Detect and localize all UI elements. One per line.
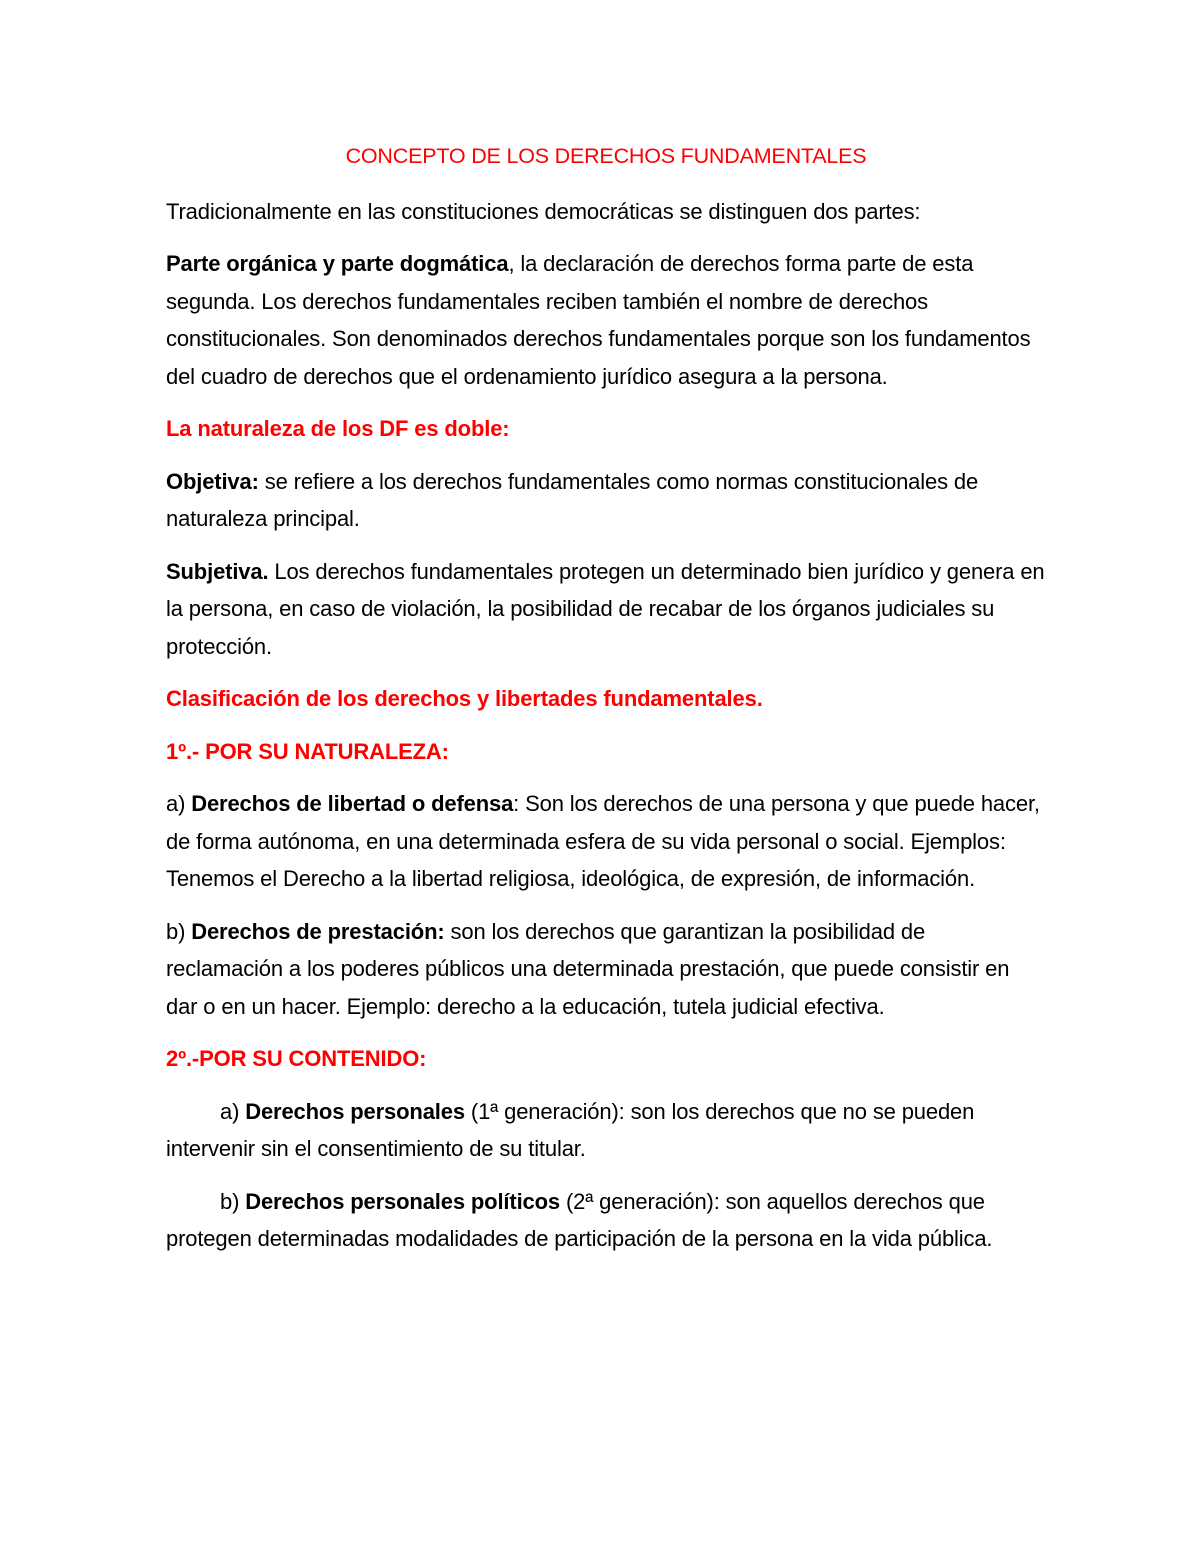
objective-text: se refiere a los derechos fundamentales como normas constitucionales de naturaleza principal. [166, 468, 979, 531]
content-item-b-bold-term: Derechos personales políticos [245, 1188, 560, 1214]
subjective-bold-term: Subjetiva. [166, 558, 269, 584]
nature-item-b-text: son los derechos que garantizan la posibilidad de reclamación a los poderes públicos una determinada prestación, que puede consistir en dar o en un hacer. Ejemplo: derecho a la educación, tutela judicial efectiva. [166, 918, 1010, 1019]
content-item-a-text: (1ª generación): son los derechos que no se pueden intervenir sin el consentimiento de su titular. [166, 1098, 975, 1161]
nature-item-b [166, 913, 1046, 1026]
objective-bold-term: Objetiva: [166, 468, 259, 494]
parts-text: , la declaración de derechos forma parte de esta segunda. Los derechos fundamentales reciben también el nombre de derechos constitucionales. Son denominados derechos fundamentales porque son los fundamentos del cuadro de derechos que el ordenamiento jurídico asegura a la persona. [166, 251, 1031, 389]
objective-paragraph [166, 463, 1046, 538]
parts-bold-term: Parte orgánica y parte dogmática [166, 251, 509, 276]
classification-heading: Clasificación de los derechos y libertades fundamentales. [166, 686, 763, 711]
parts-paragraph [166, 245, 1046, 395]
by-content-heading: 2º.-POR SU CONTENIDO: [166, 1046, 427, 1071]
nature-heading: La naturaleza de los DF es doble: [166, 416, 510, 441]
nature-item-a [166, 785, 1046, 898]
content-item-a-bold-term: Derechos personales [245, 1098, 465, 1124]
content-item-a-prefix: a) [220, 1098, 246, 1124]
content-item-a [166, 1093, 1046, 1168]
content-item-b [166, 1183, 1046, 1258]
subjective-text: Los derechos fundamentales protegen un determinado bien jurídico y genera en la persona, en caso de violación, la posibilidad de recabar de los órganos judiciales su protección. [166, 558, 1045, 659]
nature-item-a-bold-term: Derechos de libertad o defensa [191, 791, 514, 816]
page-title: CONCEPTO DE LOS DERECHOS FUNDAMENTALES [345, 144, 867, 168]
nature-item-a-text: : Son los derechos de una persona y que puede hacer, de forma autónoma, en una determinada esfera de su vida personal o social. Ejemplos: Tenemos el Derecho a la libertad religiosa, ideológica, de expresión, de información. [166, 791, 1040, 891]
nature-item-b-prefix: b) [166, 918, 192, 944]
content-item-b-prefix: b) [220, 1188, 246, 1214]
nature-item-a-prefix: a) [166, 791, 192, 816]
nature-item-b-bold-term: Derechos de prestación: [191, 918, 445, 944]
document-body [166, 138, 1046, 1273]
content-item-b-text: (2ª generación): son aquellos derechos que protegen determinadas modalidades de participación de la persona en la vida pública. [166, 1188, 993, 1251]
subjective-paragraph [166, 553, 1046, 666]
intro-paragraph: Tradicionalmente en las constituciones democráticas se distinguen dos partes: [166, 198, 921, 224]
by-nature-heading: 1º.- POR SU NATURALEZA: [166, 738, 449, 764]
